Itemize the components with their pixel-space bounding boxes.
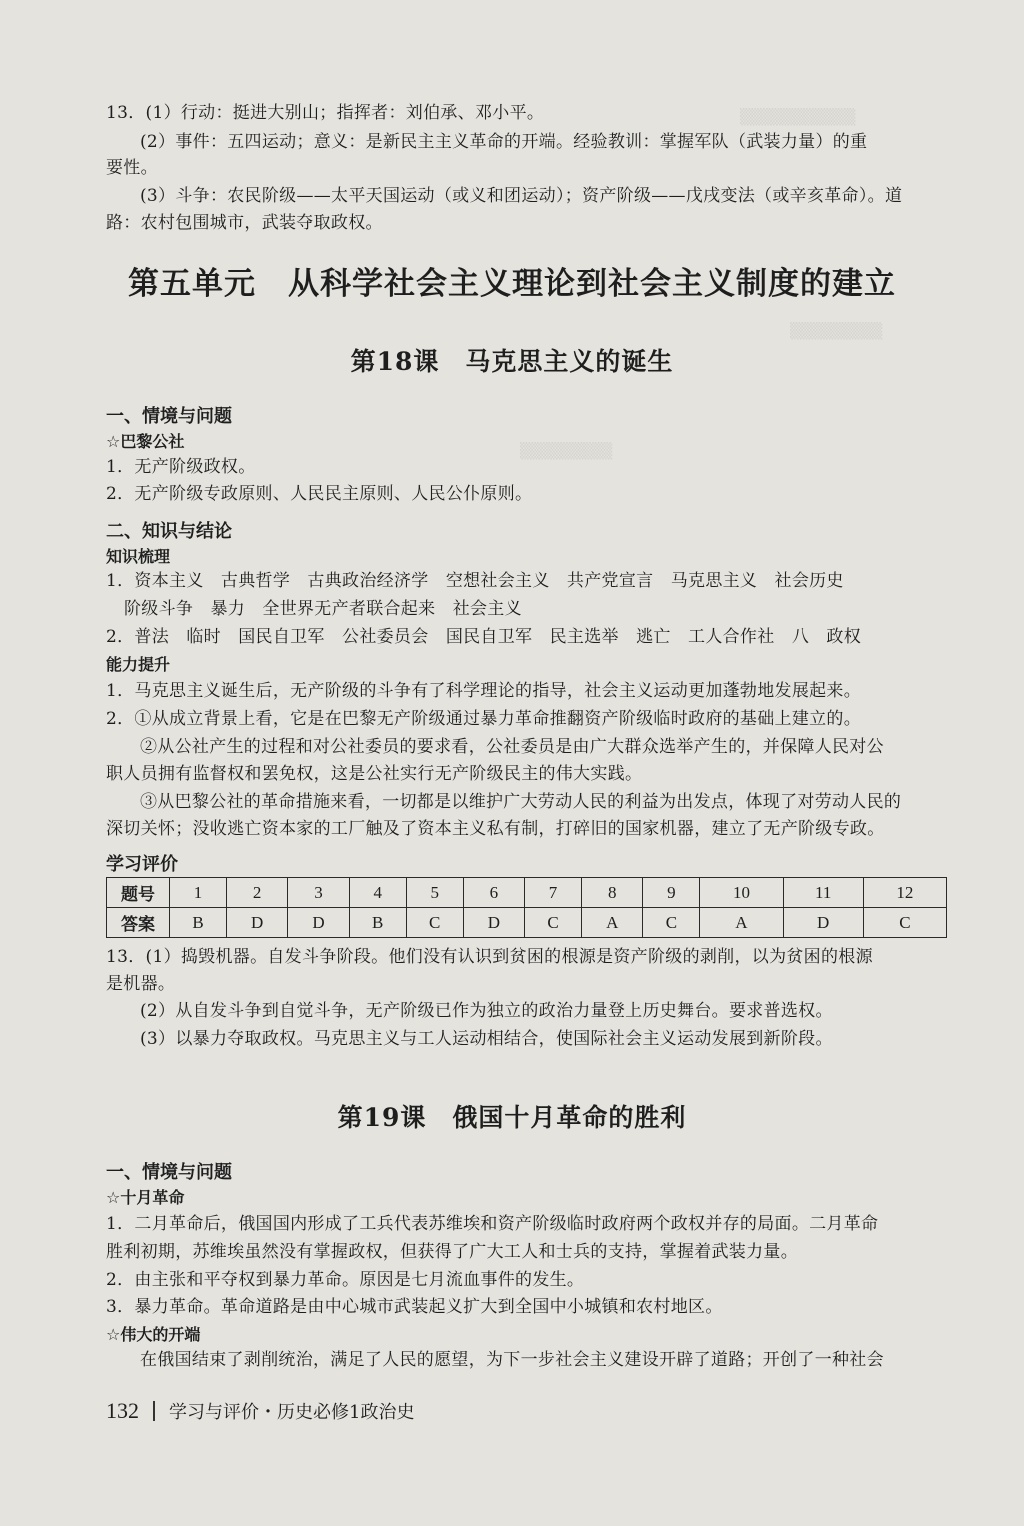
answer-line: 3．暴力革命。革命道路是由中心城市武装起义扩大到全国中小城镇和农村地区。 xyxy=(106,1297,723,1317)
table-cell: D xyxy=(783,908,863,938)
answer-line: 阶级斗争 暴力 全世界无产者联合起来 社会主义 xyxy=(124,599,522,619)
table-cell: 3 xyxy=(288,878,349,908)
table-cell: D xyxy=(463,908,524,938)
table-cell: B xyxy=(170,908,227,938)
section-heading: 一、情境与问题 xyxy=(106,1162,232,1183)
section-heading: 一、情境与问题 xyxy=(106,406,232,427)
section-heading: 二、知识与结论 xyxy=(106,521,232,542)
subsection-heading: ☆伟大的开端 xyxy=(106,1325,201,1344)
table-cell: 10 xyxy=(700,878,783,908)
table-header-cell: 题号 xyxy=(107,878,170,908)
table-cell: 1 xyxy=(170,878,227,908)
subsection-heading: ☆十月革命 xyxy=(106,1188,185,1207)
page-number: 132 xyxy=(106,1398,139,1423)
table-cell: D xyxy=(288,908,349,938)
show-through-text: ▒▒▒▒▒▒▒▒ xyxy=(790,322,883,340)
table-cell: C xyxy=(525,908,582,938)
table-cell: 5 xyxy=(406,878,463,908)
answer-line: 13．(1）捣毁机器。自发斗争阶段。他们没有认识到贫困的根源是资产阶级的剥削，以为贫困的根源 xyxy=(106,947,873,967)
answer-line: (3）斗争：农民阶级——太平天国运动（或义和团运动）；资产阶级——戊戌变法（或辛亥革命）。道 xyxy=(140,186,903,206)
table-row-answers xyxy=(107,908,947,938)
show-through-text: ▒▒▒▒▒▒▒▒▒▒ xyxy=(740,108,856,126)
table-cell: C xyxy=(643,908,700,938)
page-footer xyxy=(106,1398,414,1424)
show-through-text: ▒▒▒▒▒▒▒▒ xyxy=(520,442,613,460)
lesson-19-title: 第19课 俄国十月革命的胜利 xyxy=(337,1103,687,1132)
answer-line: (3）以暴力夺取政权。马克思主义与工人运动相结合，使国际社会主义运动发展到新阶段。 xyxy=(140,1029,833,1049)
answer-line: 1．无产阶级政权。 xyxy=(106,457,256,477)
table-cell: C xyxy=(406,908,463,938)
answer-table xyxy=(106,877,947,938)
answer-line: 1．马克思主义诞生后，无产阶级的斗争有了科学理论的指导，社会主义运动更加蓬勃地发展起来。 xyxy=(106,681,862,701)
answer-line: 是机器。 xyxy=(106,974,176,994)
answer-line: 2．由主张和平夺权到暴力革命。原因是七月流血事件的发生。 xyxy=(106,1270,585,1290)
table-row-numbers xyxy=(107,878,947,908)
answer-line: 2．①从成立背景上看，它是在巴黎无产阶级通过暴力革命推翻资产阶级临时政府的基础上建立的。 xyxy=(106,709,862,729)
answer-line: (2）事件：五四运动；意义：是新民主主义革命的开端。经验教训：掌握军队（武装力量）的重 xyxy=(140,132,868,152)
answer-line: 2．无产阶级专政原则、人民民主原则、人民公仆原则。 xyxy=(106,484,533,504)
table-cell: 11 xyxy=(783,878,863,908)
lesson-18-title: 第18课 马克思主义的诞生 xyxy=(350,347,674,376)
answer-line: 1．资本主义 古典哲学 古典政治经济学 空想社会主义 共产党宣言 马克思主义 社会历史 xyxy=(106,571,844,591)
table-cell: A xyxy=(700,908,783,938)
answer-line: ②从公社产生的过程和对公社委员的要求看，公社委员是由广大群众选举产生的，并保障人民对公 xyxy=(140,737,884,757)
footer-divider xyxy=(153,1401,155,1421)
answer-line: 职人员拥有监督权和罢免权，这是公社实行无产阶级民主的伟大实践。 xyxy=(106,764,643,784)
subsection-heading: 知识梳理 xyxy=(106,547,171,566)
table-cell: B xyxy=(349,908,406,938)
answer-line: 在俄国结束了剥削统治，满足了人民的愿望，为下一步社会主义建设开辟了道路；开创了一种社会 xyxy=(140,1350,884,1370)
subsection-heading: ☆巴黎公社 xyxy=(106,432,185,451)
table-cell: 9 xyxy=(643,878,700,908)
table-cell: D xyxy=(227,908,288,938)
answer-line: 要性。 xyxy=(106,158,158,178)
answer-line: (2）从自发斗争到自觉斗争，无产阶级已作为独立的政治力量登上历史舞台。要求普选权。 xyxy=(140,1001,833,1021)
table-cell: 6 xyxy=(463,878,524,908)
book-title: 学习与评价・历史必修1政治史 xyxy=(169,1402,415,1423)
answer-line: 13．(1）行动：挺进大别山；指挥者：刘伯承、邓小平。 xyxy=(106,103,545,123)
answer-line: 路：农村包围城市，武装夺取政权。 xyxy=(106,213,383,233)
answer-line: 2．普法 临时 国民自卫军 公社委员会 国民自卫军 民主选举 逃亡 工人合作社 八 政权 xyxy=(106,627,862,647)
subsection-heading: 能力提升 xyxy=(106,655,171,674)
answer-line: ③从巴黎公社的革命措施来看，一切都是以维护广大劳动人民的利益为出发点，体现了对劳动人民的 xyxy=(140,792,902,812)
table-cell: 2 xyxy=(227,878,288,908)
table-header-cell: 答案 xyxy=(107,908,170,938)
table-cell: 4 xyxy=(349,878,406,908)
table-cell: 7 xyxy=(525,878,582,908)
answer-line: 深切关怀；没收逃亡资本家的工厂触及了资本主义私有制，打碎旧的国家机器，建立了无产阶级专政。 xyxy=(106,819,885,839)
answer-line: 胜利初期，苏维埃虽然没有掌握政权，但获得了广大工人和士兵的支持，掌握着武装力量。 xyxy=(106,1242,798,1262)
table-cell: 8 xyxy=(582,878,643,908)
table-cell: A xyxy=(582,908,643,938)
answer-line: 1．二月革命后，俄国国内形成了工兵代表苏维埃和资产阶级临时政府两个政权并存的局面。二月革命 xyxy=(106,1214,879,1234)
unit-title: 第五单元 从科学社会主义理论到社会主义制度的建立 xyxy=(128,266,896,302)
subsection-heading: 学习评价 xyxy=(106,854,178,875)
table-cell: 12 xyxy=(863,878,946,908)
table-cell: C xyxy=(863,908,946,938)
